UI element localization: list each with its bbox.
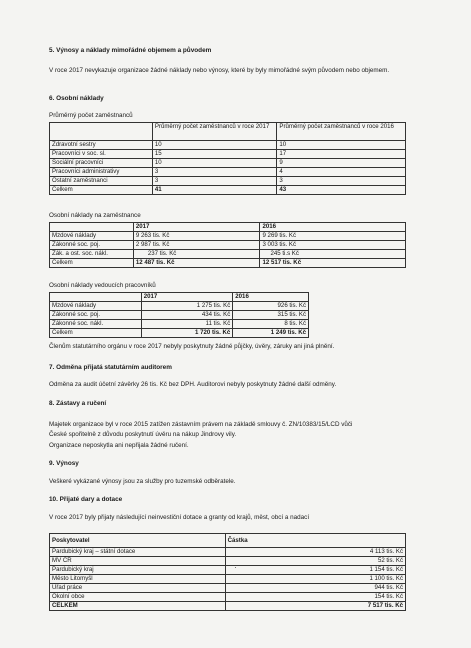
table-cell: 237 tis. Kč	[133, 250, 260, 259]
table-total-row	[50, 259, 406, 268]
table-cell: 2 987 tis. Kč	[133, 241, 260, 250]
table-header-cell: Průměrný počet zaměstnanců v roce 2017	[152, 123, 277, 141]
table-row	[50, 584, 406, 593]
table-row	[50, 241, 406, 250]
table-cell: Zák. a ost. soc. nákl.	[50, 250, 134, 259]
table-cell: Ostatní zaměstnanci	[50, 177, 153, 186]
table-cell: 52 tis. Kč	[225, 557, 405, 566]
section-9-text: Veškeré vykázané výnosy jsou za služby pro tuzemské odběratele.	[49, 478, 236, 485]
table-row	[50, 141, 406, 150]
section-8-heading: 8. Zástavy a ručení	[49, 400, 107, 407]
table-cell: 315 tis. Kč	[233, 311, 309, 320]
table-cell: Úřad práce	[50, 584, 226, 593]
table-cell: 1 100 tis. Kč	[225, 575, 405, 584]
table-cell: Pardubický kraj	[50, 566, 226, 575]
table2-caption: Osobní náklady na zaměstnance	[49, 212, 141, 219]
table-cell: CELKEM	[50, 602, 226, 611]
table-cell: 41	[152, 186, 277, 195]
table-cell: Mzdové náklady	[50, 232, 134, 241]
table-cell: 9 263 tis. Kč	[133, 232, 260, 241]
table-row	[50, 311, 309, 320]
table-row	[50, 177, 406, 186]
table-cell: 12 517 tis. Kč	[260, 259, 406, 268]
table-cell: Celkem	[50, 259, 134, 268]
section-10-text: V roce 2017 byly přijaty následující neinvestiční dotace a granty od krajů, měst, obcí a nadací	[49, 514, 310, 521]
table-cell	[50, 223, 134, 232]
table-header-row	[50, 534, 406, 548]
table-cell: 11 tis. Kč	[141, 320, 233, 329]
table-row	[50, 159, 406, 168]
table-cell: 12 487 tis. Kč	[133, 259, 260, 268]
table-cell: 15	[152, 150, 277, 159]
table-cell: Celkem	[50, 186, 153, 195]
table-cell: 9	[277, 159, 406, 168]
table-cell: 10	[277, 141, 406, 150]
headcount-table	[49, 122, 406, 195]
table-cell: Zdravotní sestry	[50, 141, 153, 150]
table-header-row	[50, 123, 406, 141]
table-cell: 1 720 tis. Kč	[141, 329, 233, 338]
table-cell: 7 517 tis. Kč	[225, 602, 405, 611]
table-cell: 926 tis. Kč	[233, 302, 309, 311]
table-cell: 1 275 tis. Kč	[141, 302, 233, 311]
table-header-cell: 2016	[260, 223, 406, 232]
table-row	[50, 150, 406, 159]
table-cell: Sociální pracovníci	[50, 159, 153, 168]
statutory-note: Členům statutárního orgánu v roce 2017 nebyly poskytnuty žádné půjčky, úvěry, záruky ani jiná plnění.	[49, 343, 335, 350]
table-cell: 43	[277, 186, 406, 195]
management-costs-table	[49, 292, 309, 338]
table-header-cell: 2017	[133, 223, 260, 232]
table-cell: 3	[152, 177, 277, 186]
table-cell: Pracovníci administrativy	[50, 168, 153, 177]
table-cell: Mzdové náklady	[50, 302, 142, 311]
table-cell: 245 ti.s Kč	[260, 250, 406, 259]
table-row	[50, 168, 406, 177]
table-header-cell: Poskytovatel	[50, 534, 226, 548]
table-row	[50, 250, 406, 259]
section-8-text-3: Organizace neposkytla ani nepřijala žádné ručení.	[49, 442, 189, 449]
table-cell: 944 tis. Kč	[225, 584, 405, 593]
section-8-text-1: Majetek organizace byl v roce 2015 zatížen zástavním právem na základě smlouvy č. ZN/10383/15/LCD vůči	[49, 421, 353, 428]
scan-speck	[235, 567, 236, 568]
section-7-heading: 7. Odměna přijatá statutárním auditorem	[49, 364, 172, 371]
grants-table	[49, 533, 406, 611]
table-cell: 9 269 tis. Kč	[260, 232, 406, 241]
table-cell: 17	[277, 150, 406, 159]
table-total-row	[50, 186, 406, 195]
table-cell	[50, 293, 142, 302]
table-header-cell: 2016	[233, 293, 309, 302]
table-header-row	[50, 223, 406, 232]
section-6-heading: 6. Osobní náklady	[49, 95, 104, 102]
table-cell: Zákonné soc. poj.	[50, 311, 142, 320]
section-9-heading: 9. Výnosy	[49, 460, 79, 467]
table-row	[50, 232, 406, 241]
table-cell: Zákonné soc. poj.	[50, 241, 134, 250]
table-cell: 3 003 tis. Kč	[260, 241, 406, 250]
table-cell	[50, 123, 153, 141]
table-cell: MV ČR	[50, 557, 226, 566]
table-total-row	[50, 602, 406, 611]
section-8-text-2: České spořitelně z důvodu poskytnutí úvěru na nákup Jindrovy vily.	[49, 431, 237, 438]
table-row	[50, 575, 406, 584]
table-cell: 434 tis. Kč	[141, 311, 233, 320]
table-row	[50, 548, 406, 557]
table-cell: Pardubický kraj – státní dotace	[50, 548, 226, 557]
table-header-cell: Částka	[225, 534, 405, 548]
table-row	[50, 593, 406, 602]
table-cell: Město Litomyšl	[50, 575, 226, 584]
table-row	[50, 557, 406, 566]
table-cell: 10	[152, 141, 277, 150]
table-cell: Zákonné soc. nákl.	[50, 320, 142, 329]
table-row	[50, 320, 309, 329]
table-cell: Celkem	[50, 329, 142, 338]
table-cell: 8 tis. Kč	[233, 320, 309, 329]
table-total-row	[50, 329, 309, 338]
table-cell: 1 249 tis. Kč	[233, 329, 309, 338]
table-cell: 3	[277, 177, 406, 186]
section-7-text: Odměna za audit účetní závěrky 26 tis. Kč bez DPH. Auditorovi nebyly poskytnuty žádné další odměny.	[49, 381, 337, 388]
section-5-heading: 5. Výnosy a náklady mimořádné objemem a původem	[49, 47, 212, 54]
table-row	[50, 302, 309, 311]
table-cell: 4	[277, 168, 406, 177]
table-cell: 154 tis. Kč	[225, 593, 405, 602]
table-header-cell: Průměrný počet zaměstnanců v roce 2016	[277, 123, 406, 141]
table-cell: 4 113 tis. Kč	[225, 548, 405, 557]
table-row	[50, 566, 406, 575]
table-cell: Pracovníci v soc. sl.	[50, 150, 153, 159]
table-cell: 1 154 tis. Kč	[225, 566, 405, 575]
table-cell: Okolní obce	[50, 593, 226, 602]
personnel-costs-table	[49, 222, 406, 268]
section-5-text: V roce 2017 nevykazuje organizace žádné náklady nebo výnosy, které by byly mimořádné svým původem nebo objemem.	[49, 67, 390, 74]
table-header-row	[50, 293, 309, 302]
table3-caption: Osobní náklady vedoucích pracovníků	[49, 282, 156, 289]
table-cell: 10	[152, 159, 277, 168]
table1-caption: Průměrný počet zaměstnanců	[49, 112, 133, 119]
table-cell: 3	[152, 168, 277, 177]
table-header-cell: 2017	[141, 293, 233, 302]
section-10-heading: 10. Přijaté dary a dotace	[49, 496, 123, 503]
